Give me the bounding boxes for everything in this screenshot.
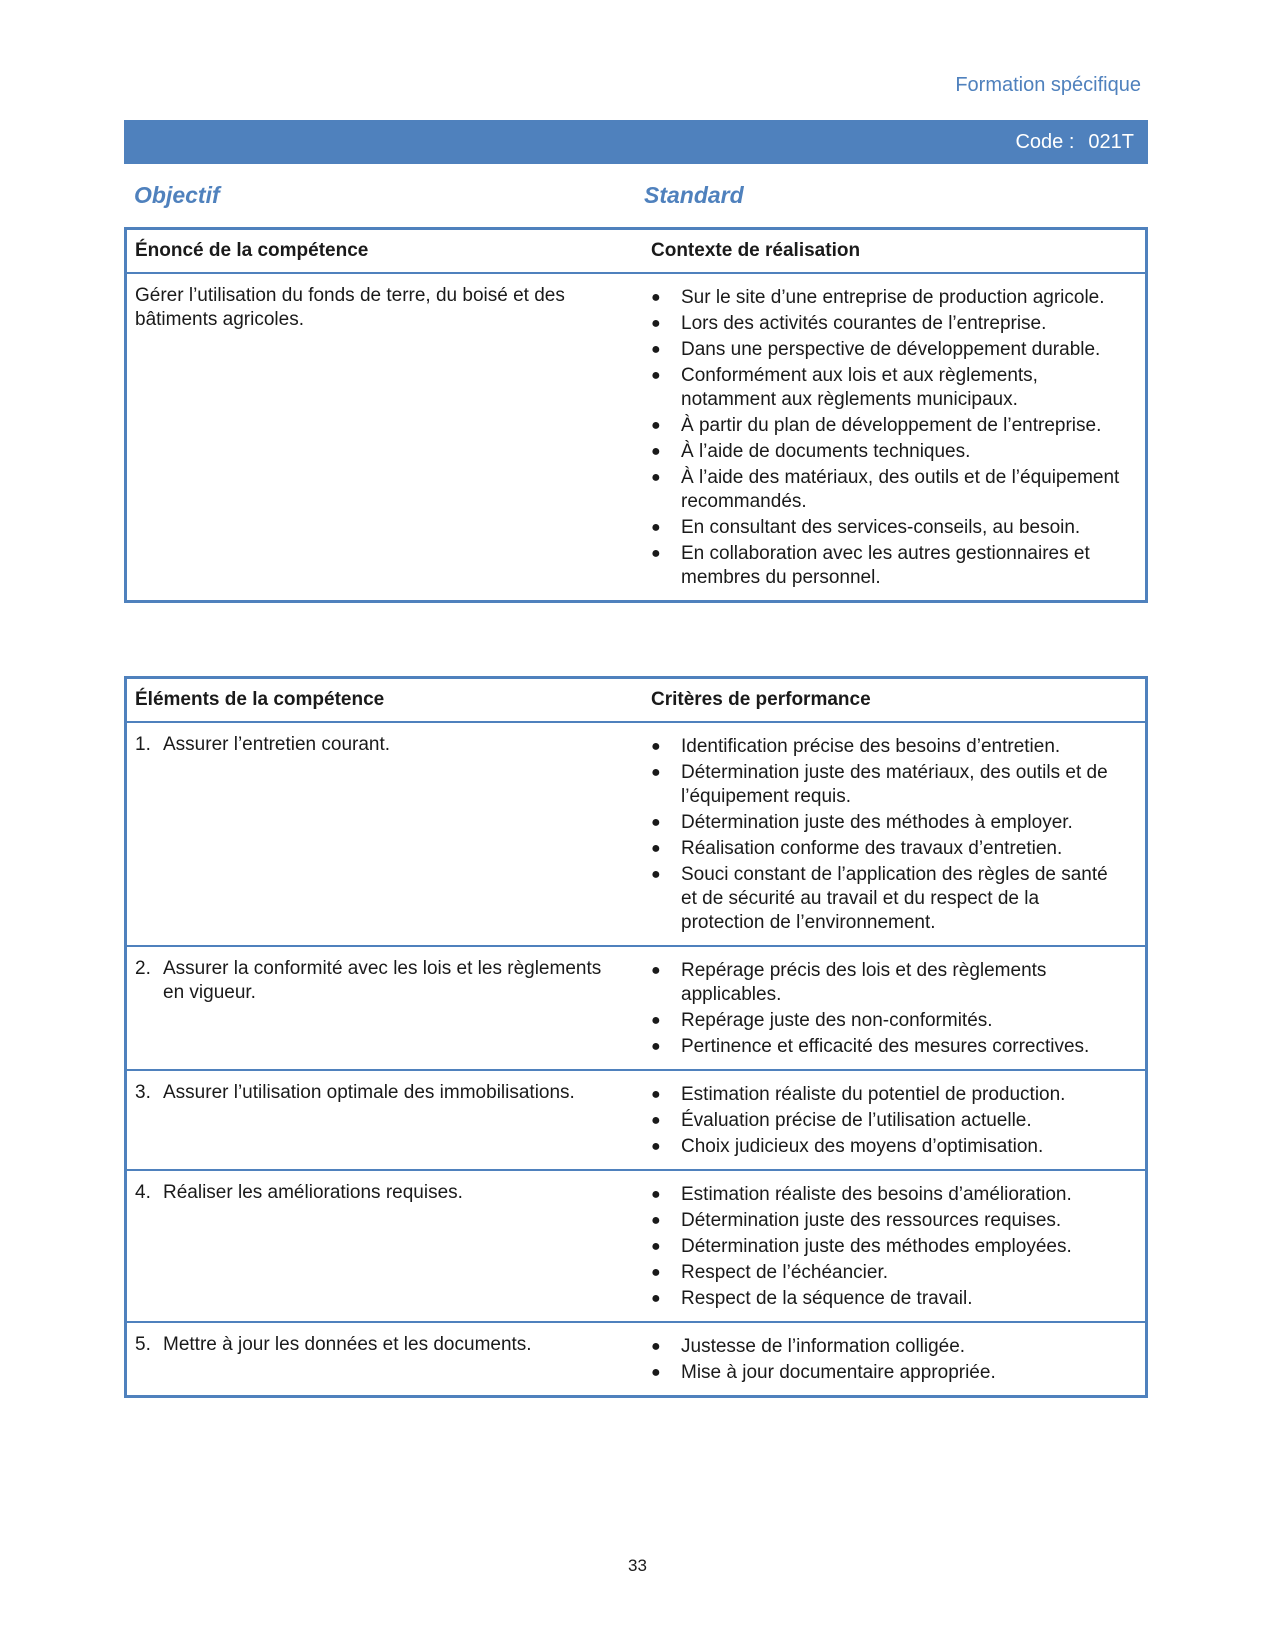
elements-rows bbox=[127, 723, 1145, 1395]
list-item-text: Identification précise des besoins d’entretien. bbox=[681, 736, 1061, 757]
list-item bbox=[651, 1009, 1125, 1033]
list-item-text: Choix judicieux des moyens d’optimisation. bbox=[681, 1136, 1044, 1157]
bullet-icon: ● bbox=[651, 545, 661, 562]
bullet-icon: ● bbox=[651, 289, 661, 306]
list-item bbox=[651, 1287, 1125, 1311]
list-item bbox=[651, 338, 1125, 362]
list-item bbox=[651, 516, 1125, 540]
bullet-icon: ● bbox=[651, 1012, 661, 1029]
criteres-header: Critères de performance bbox=[651, 689, 871, 710]
element-item bbox=[135, 957, 627, 1005]
elements-table-header bbox=[127, 679, 1145, 723]
bullet-icon: ● bbox=[651, 1264, 661, 1281]
element-item bbox=[135, 1081, 627, 1105]
page-header-title: Formation spécifique bbox=[955, 74, 1141, 96]
criteria-cell bbox=[637, 1071, 1145, 1169]
table-row bbox=[127, 947, 1145, 1071]
list-item bbox=[651, 440, 1125, 464]
element-number: 2. bbox=[135, 958, 151, 979]
table-row bbox=[127, 1171, 1145, 1323]
list-item-text: Conformément aux lois et aux règlements, notamment aux règlements municipaux. bbox=[681, 365, 1038, 410]
bullet-icon: ● bbox=[651, 341, 661, 358]
list-item-text: Repérage précis des lois et des règlements applicables. bbox=[681, 960, 1047, 1005]
list-item bbox=[651, 1235, 1125, 1259]
bullet-icon: ● bbox=[651, 738, 661, 755]
bullet-icon: ● bbox=[651, 469, 661, 486]
bullet-icon: ● bbox=[651, 417, 661, 434]
code-bar bbox=[124, 120, 1148, 164]
list-item bbox=[651, 364, 1125, 412]
elements-header: Éléments de la compétence bbox=[135, 689, 385, 710]
criteria-list bbox=[651, 1183, 1125, 1311]
criteria-list bbox=[651, 1083, 1125, 1159]
bullet-icon: ● bbox=[651, 1038, 661, 1055]
list-item bbox=[651, 837, 1125, 861]
table-row bbox=[127, 723, 1145, 947]
bullet-icon: ● bbox=[651, 519, 661, 536]
bullet-icon: ● bbox=[651, 840, 661, 857]
element-number: 3. bbox=[135, 1082, 151, 1103]
enonce-row bbox=[127, 274, 1145, 600]
objectif-heading: Objectif bbox=[134, 182, 220, 208]
bullet-icon: ● bbox=[651, 1186, 661, 1203]
enonce-header: Énoncé de la compétence bbox=[135, 240, 369, 261]
list-item-text: Pertinence et efficacité des mesures correctives. bbox=[681, 1036, 1090, 1057]
list-item bbox=[651, 1209, 1125, 1233]
list-item bbox=[651, 286, 1125, 310]
list-item-text: Respect de la séquence de travail. bbox=[681, 1288, 973, 1309]
enonce-table bbox=[124, 227, 1148, 603]
list-item-text: Réalisation conforme des travaux d’entretien. bbox=[681, 838, 1063, 859]
bullet-icon: ● bbox=[651, 1238, 661, 1255]
bullet-icon: ● bbox=[651, 1138, 661, 1155]
table-row bbox=[127, 1323, 1145, 1395]
competence-statement: Gérer l’utilisation du fonds de terre, du boisé et des bâtiments agricoles. bbox=[135, 285, 565, 330]
criteria-cell bbox=[637, 723, 1145, 945]
list-item bbox=[651, 466, 1125, 514]
list-item-text: Justesse de l’information colligée. bbox=[681, 1336, 966, 1357]
bullet-icon: ● bbox=[651, 1290, 661, 1307]
context-list-cell bbox=[637, 274, 1145, 600]
list-item-text: Lors des activités courantes de l’entreprise. bbox=[681, 313, 1047, 334]
list-item-text: En collaboration avec les autres gestionnaires et membres du personnel. bbox=[681, 543, 1090, 588]
list-item-text: À l’aide des matériaux, des outils et de l’équipement recommandés. bbox=[681, 467, 1120, 512]
list-item-text: Souci constant de l’application des règles de santé et de sécurité au travail et du respect de la protection de l’environnement. bbox=[681, 864, 1108, 933]
list-item-text: Repérage juste des non-conformités. bbox=[681, 1010, 993, 1031]
element-item bbox=[135, 733, 627, 757]
bullet-icon: ● bbox=[651, 962, 661, 979]
list-item bbox=[651, 761, 1125, 809]
list-item bbox=[651, 312, 1125, 336]
bullet-icon: ● bbox=[651, 764, 661, 781]
list-item-text: En consultant des services-conseils, au besoin. bbox=[681, 517, 1081, 538]
element-item bbox=[135, 1333, 627, 1357]
bullet-icon: ● bbox=[651, 367, 661, 384]
element-text: Assurer la conformité avec les lois et les règlements en vigueur. bbox=[163, 958, 602, 1003]
list-item bbox=[651, 1083, 1125, 1107]
context-list bbox=[651, 286, 1125, 590]
list-item-text: Détermination juste des méthodes employées. bbox=[681, 1236, 1072, 1257]
element-text: Assurer l’utilisation optimale des immobilisations. bbox=[163, 1082, 575, 1103]
criteria-list bbox=[651, 1335, 1125, 1385]
bullet-icon: ● bbox=[651, 1086, 661, 1103]
list-item bbox=[651, 959, 1125, 1007]
element-text: Réaliser les améliorations requises. bbox=[163, 1182, 463, 1203]
list-item bbox=[651, 1135, 1125, 1159]
code-label: Code : bbox=[1015, 130, 1075, 153]
list-item bbox=[651, 1109, 1125, 1133]
element-text: Mettre à jour les données et les documents. bbox=[163, 1334, 532, 1355]
element-cell bbox=[127, 723, 637, 945]
list-item bbox=[651, 735, 1125, 759]
bullet-icon: ● bbox=[651, 866, 661, 883]
code-value: 021T bbox=[1088, 130, 1134, 153]
criteria-list bbox=[651, 959, 1125, 1059]
list-item-text: Dans une perspective de développement durable. bbox=[681, 339, 1101, 360]
bullet-icon: ● bbox=[651, 1338, 661, 1355]
bullet-icon: ● bbox=[651, 1112, 661, 1129]
element-item bbox=[135, 1181, 627, 1205]
criteria-list bbox=[651, 735, 1125, 935]
bullet-icon: ● bbox=[651, 1364, 661, 1381]
element-number: 4. bbox=[135, 1182, 151, 1203]
criteria-cell bbox=[637, 1323, 1145, 1395]
list-item bbox=[651, 1183, 1125, 1207]
list-item-text: Détermination juste des méthodes à employer. bbox=[681, 812, 1073, 833]
bullet-icon: ● bbox=[651, 1212, 661, 1229]
element-text: Assurer l’entretien courant. bbox=[163, 734, 391, 755]
page-number: 33 bbox=[628, 1556, 647, 1575]
list-item-text: Sur le site d’une entreprise de production agricole. bbox=[681, 287, 1105, 308]
list-item-text: Estimation réaliste du potentiel de production. bbox=[681, 1084, 1066, 1105]
list-item bbox=[651, 414, 1125, 438]
element-cell bbox=[127, 1071, 637, 1169]
list-item-text: Mise à jour documentaire appropriée. bbox=[681, 1362, 996, 1383]
bullet-icon: ● bbox=[651, 443, 661, 460]
bullet-icon: ● bbox=[651, 814, 661, 831]
element-cell bbox=[127, 1323, 637, 1395]
list-item bbox=[651, 811, 1125, 835]
table-row bbox=[127, 1071, 1145, 1171]
list-item bbox=[651, 542, 1125, 590]
contexte-header: Contexte de réalisation bbox=[651, 240, 861, 261]
list-item bbox=[651, 1335, 1125, 1359]
element-number: 1. bbox=[135, 734, 151, 755]
element-cell bbox=[127, 947, 637, 1069]
elements-table bbox=[124, 676, 1148, 1398]
enonce-table-header bbox=[127, 230, 1145, 274]
list-item-text: À l’aide de documents techniques. bbox=[681, 441, 971, 462]
criteria-cell bbox=[637, 1171, 1145, 1321]
section-headings bbox=[134, 178, 1144, 212]
list-item bbox=[651, 863, 1125, 935]
element-number: 5. bbox=[135, 1334, 151, 1355]
list-item-text: Détermination juste des matériaux, des outils et de l’équipement requis. bbox=[681, 762, 1108, 807]
list-item-text: Détermination juste des ressources requises. bbox=[681, 1210, 1062, 1231]
list-item bbox=[651, 1361, 1125, 1385]
list-item-text: Évaluation précise de l’utilisation actuelle. bbox=[681, 1110, 1032, 1131]
list-item bbox=[651, 1261, 1125, 1285]
standard-heading: Standard bbox=[644, 182, 744, 208]
list-item-text: Estimation réaliste des besoins d’amélioration. bbox=[681, 1184, 1072, 1205]
element-cell bbox=[127, 1171, 637, 1321]
list-item bbox=[651, 1035, 1125, 1059]
list-item-text: À partir du plan de développement de l’entreprise. bbox=[681, 415, 1102, 436]
criteria-cell bbox=[637, 947, 1145, 1069]
list-item-text: Respect de l’échéancier. bbox=[681, 1262, 889, 1283]
bullet-icon: ● bbox=[651, 315, 661, 332]
